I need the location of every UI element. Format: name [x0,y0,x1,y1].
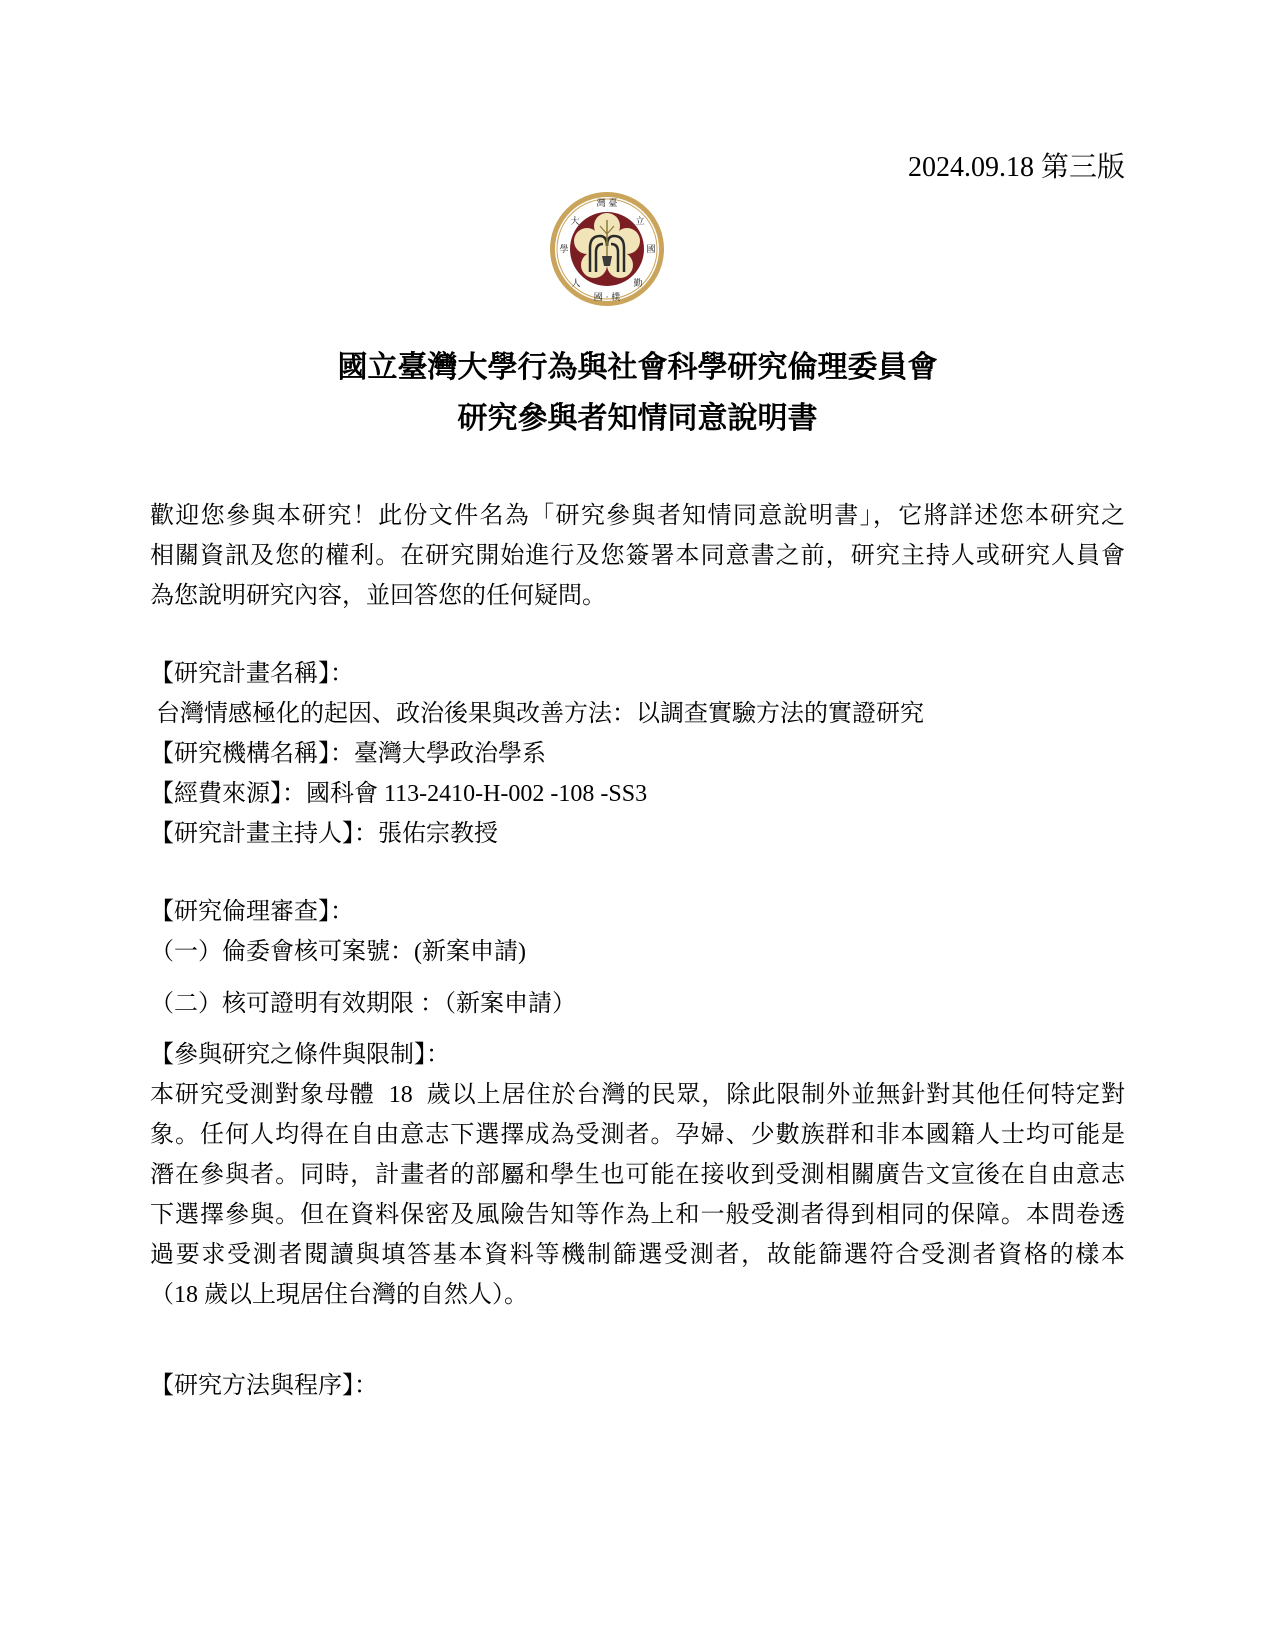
conditions-line: （18 歲以上現居住台灣的自然人）。 [150,1282,528,1308]
svg-text:人: 人 [571,279,581,289]
conditions-line: 過要求受測者閱讀與填答基本資料等機制篩選受測者，故能篩選符合受測者資格的樣本 [150,1242,1125,1268]
svg-text:大: 大 [570,217,580,227]
intro-paragraph [150,496,1125,616]
intro-line: 歡迎您參與本研究！此份文件名為「研究參與者知情同意說明書」，它將詳述您本研究之 [150,503,1125,529]
conditions-line: 象。任何人均得在自由意志下選擇成為受測者。孕婦、少數族群和非本國籍人士均可能是 [150,1122,1125,1148]
svg-text:勤: 勤 [633,279,643,289]
svg-text:學: 學 [559,245,569,255]
ethics-item-approval-number: （一）倫委會核可案號：(新案申請) [150,939,526,965]
institution-line: 【研究機構名稱】：臺灣大學政治學系 [150,741,546,767]
project-name-value: 台灣情感極化的起因、政治後果與改善方法：以調查實驗方法的實證研究 [150,701,924,727]
intro-line: 為您說明研究內容，並回答您的任何疑問。 [150,583,606,609]
ntu-emblem-icon [548,190,666,308]
conditions-line: 潛在參與者。同時，計畫者的部屬和學生也可能在接收到受測相關廣告文宣後在自由意志 [150,1162,1125,1188]
project-name-label: 【研究計畫名稱】： [150,661,354,687]
methods-label: 【研究方法與程序】： [150,1373,378,1399]
conditions-line: 下選擇參與。但在資料保密及風險告知等作為上和一般受測者得到相同的保障。本問卷透 [150,1202,1125,1228]
ethics-review-section [150,892,1125,1024]
ethics-label: 【研究倫理審查】： [150,899,354,925]
ethics-item-validity-period: （二）核可證明有效期限 ：（新案申請） [150,991,576,1017]
conditions-label: 【參與研究之條件與限制】： [150,1042,450,1068]
svg-text:國: 國 [646,245,656,255]
document-title: 研究參與者知情同意說明書 [457,402,818,435]
svg-text:灣 臺: 灣 臺 [596,199,618,209]
funding-line: 【經費來源】：國科會 113-2410-H-002 -108 -SS3 [150,781,648,807]
pi-line: 【研究計畫主持人】：張佑宗教授 [150,821,498,847]
conditions-line: 本研究受測對象母體 18 歲以上居住於台灣的民眾，除此限制外並無針對其他任何特定對 [150,1082,1125,1108]
version-label: 2024.09.18 第三版 [907,152,1125,183]
methods-section [150,1366,1125,1406]
project-info-section [150,654,1125,854]
svg-text:國 · 樸: 國 · 樸 [593,293,621,303]
svg-text:立: 立 [635,217,645,227]
intro-line: 相關資訊及您的權利。在研究開始進行及您簽署本同意書之前，研究主持人或研究人員會 [150,543,1125,569]
committee-title: 國立臺灣大學行為與社會科學研究倫理委員會 [337,351,938,384]
conditions-section [150,1035,1125,1315]
